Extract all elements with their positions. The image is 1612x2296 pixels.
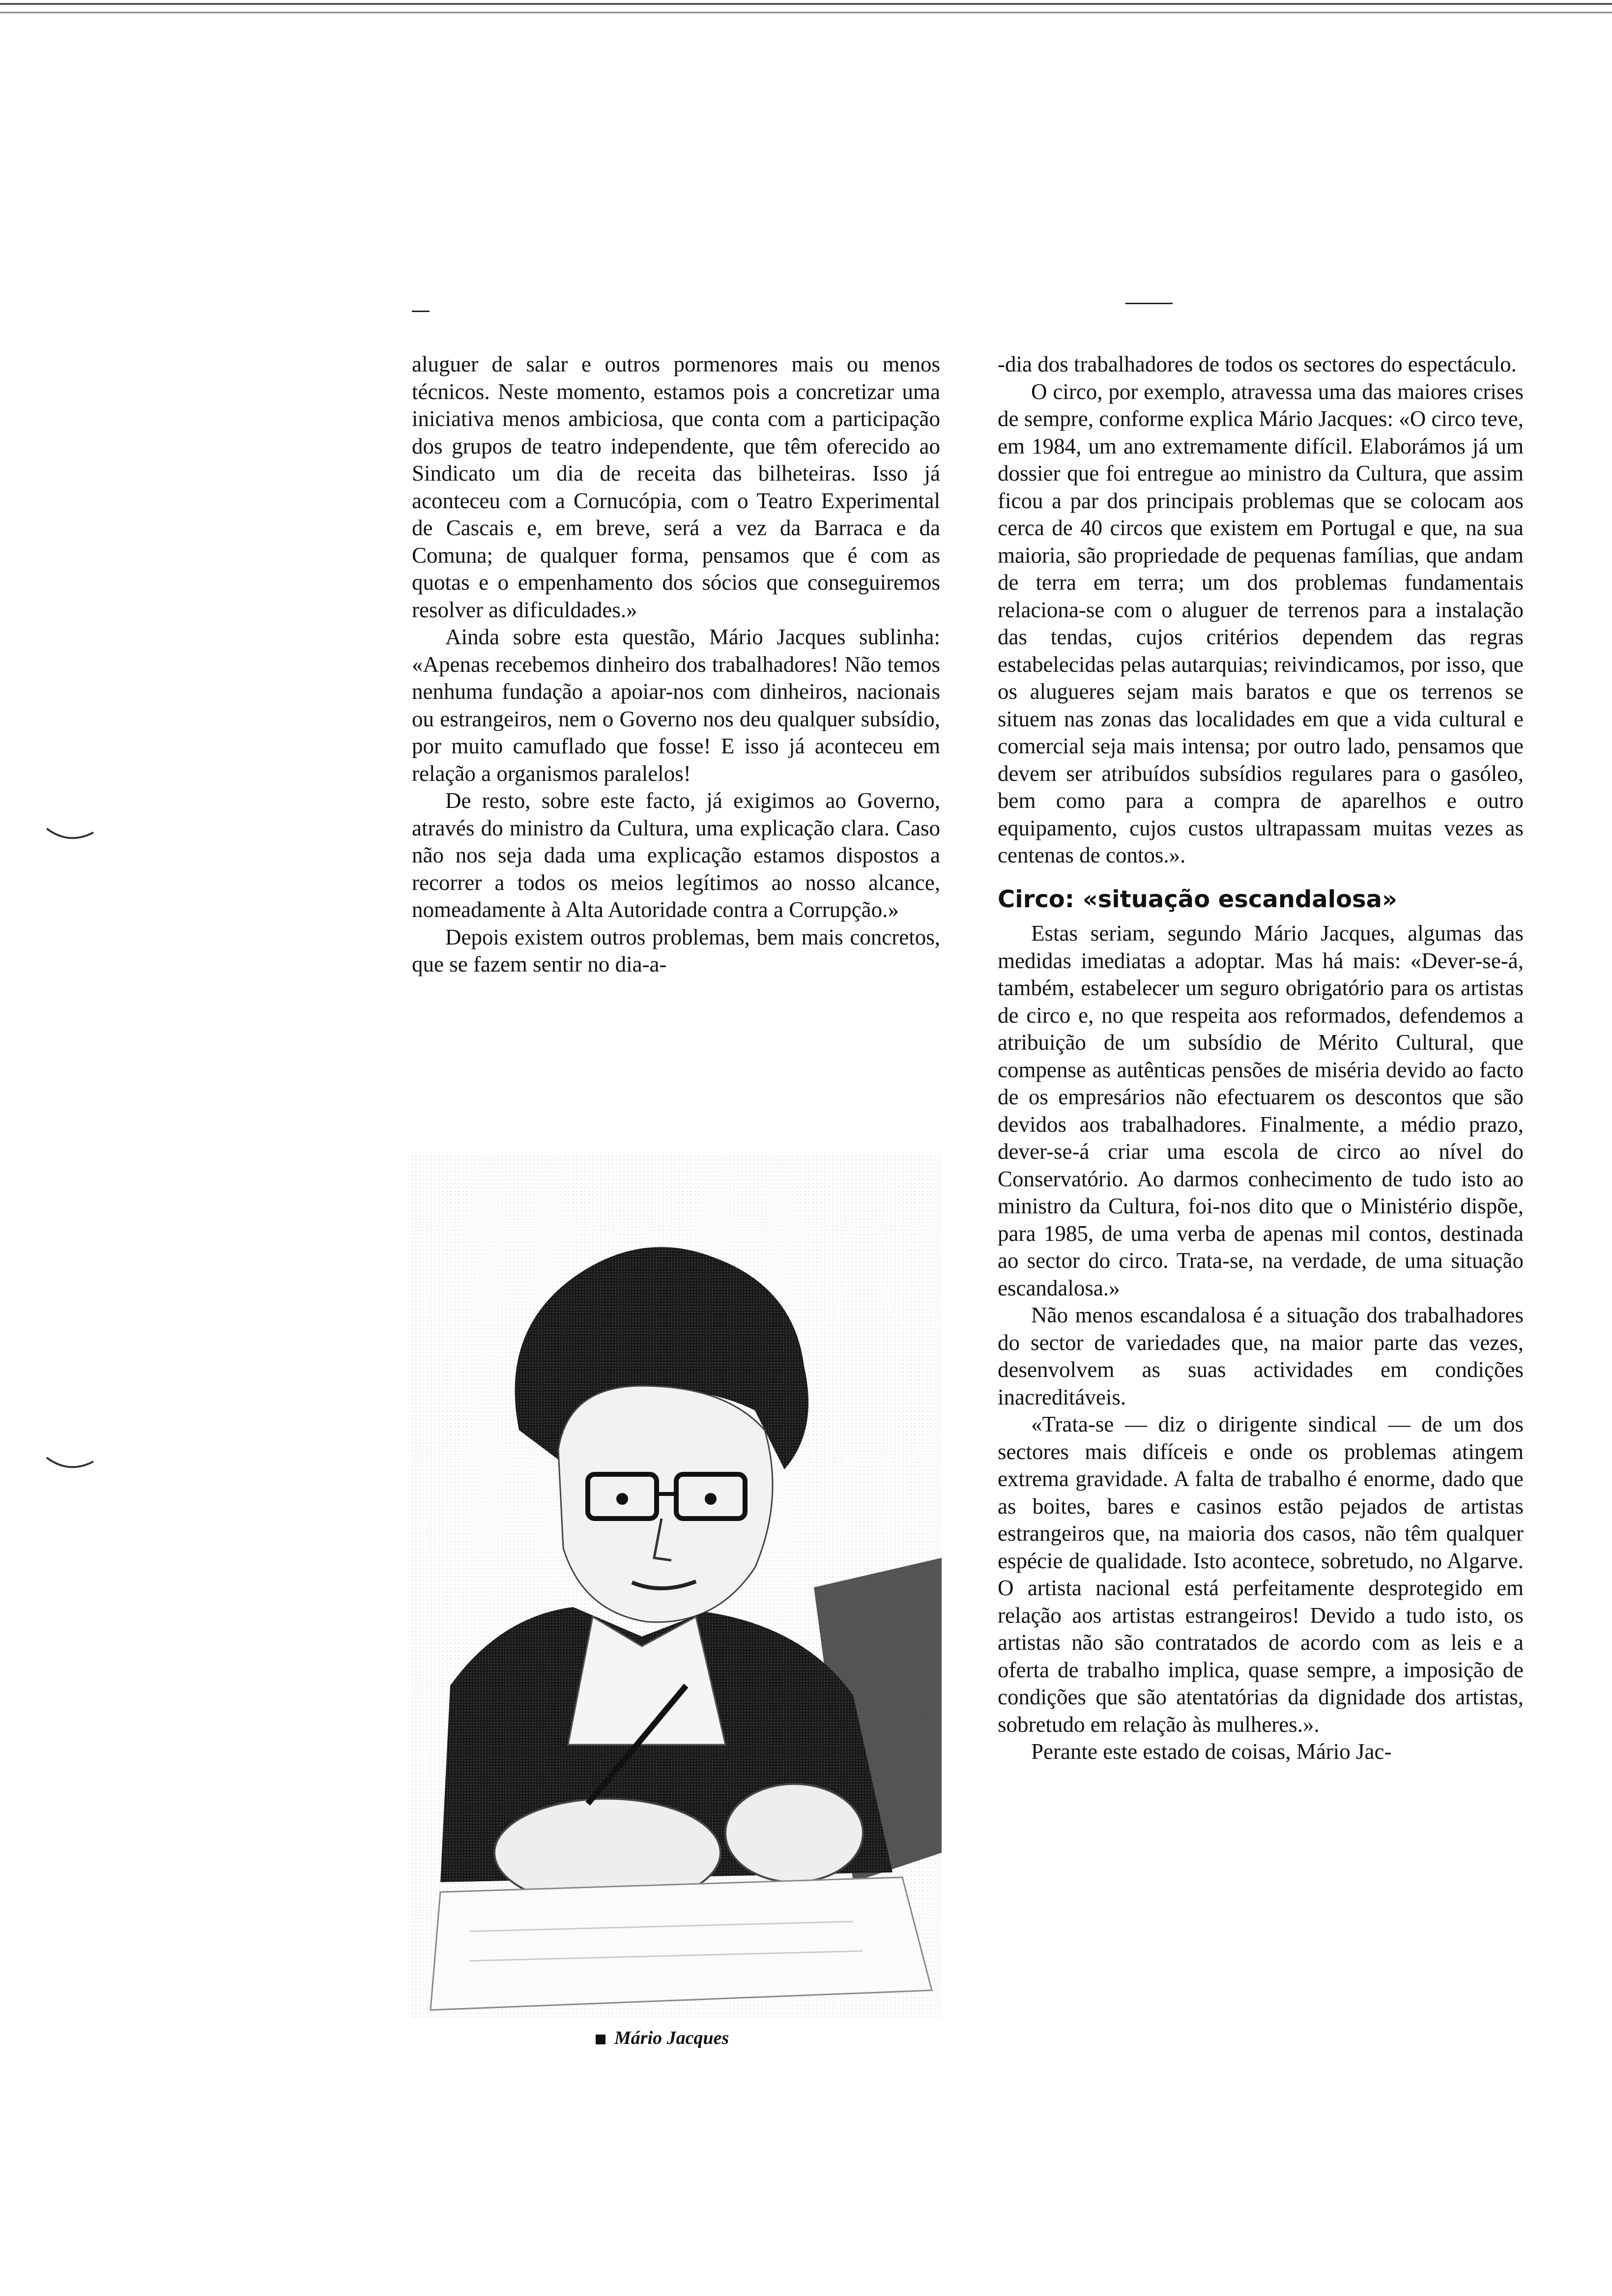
scan-edge-line [0, 12, 1612, 13]
article-column-left [412, 351, 940, 978]
caption-bullet-icon [596, 2035, 605, 2044]
paragraph: «Trata-se — diz o dirigente sindical — de um dos sectores mais difíceis e onde os problemas atingem extrema gravidade. A falta de trabalho é enorme, dado que as boites, bares e casinos estão pejados de artistas estrangeiros que, na maioria dos casos, não têm qualquer espécie de qualidade. Isto acontece, sobretudo, no Algarve. O artista nacional está perfeitamente desprotegido em relação aos artistas estrangeiros! Devido a tudo isto, os artistas não são contratados de acordo com as leis e a oferta de trabalho implica, quase sempre, a imposição de condições que são atentatórias da dignidade dos artistas, sobretudo em relação às mulheres.». [998, 1412, 1524, 1737]
photo-caption [596, 2027, 729, 2049]
paragraph: -dia dos trabalhadores de todos os sectores do espectáculo. [998, 352, 1517, 376]
paragraph: Depois existem outros problemas, bem mais concretos, que se fazem sentir no dia-a- [412, 924, 940, 976]
paragraph: Não menos escandalosa é a situação dos trabalhadores do sector de variedades que, na maior parte das vezes, desenvolvem as suas actividades em condições inacreditáveis. [998, 1303, 1524, 1409]
article-column-right [998, 351, 1524, 1766]
margin-mark [44, 826, 98, 845]
paragraph: De resto, sobre este facto, já exigimos ao Governo, através do ministro da Cultura, uma explicação clara. Caso não nos seja dada uma explicação estamos dispostos a recorrer a todos os meios legítimos ao nosso alcance, nomeadamente à Alta Autoridade contra a Corrupção.» [412, 788, 940, 922]
portrait-photo [411, 1155, 942, 2020]
paragraph: Ainda sobre esta questão, Mário Jacques sublinha: «Apenas recebemos dinheiro dos trabalhadores! Não temos nenhuma fundação a apoiar-nos com dinheiros, nacionais ou estrangeiros, nem o Governo nos deu qualquer subsídio, por muito camuflado que fosse! E isso já aconteceu em relação a organismos paralelos! [412, 625, 940, 786]
portrait-illustration [411, 1155, 942, 2020]
paragraph: Estas seriam, segundo Mário Jacques, algumas das medidas imediatas a adoptar. Mas há mais: «Dever-se-á, também, estabelecer um seguro obrigatório para os artistas de circo e, no que respeita aos reformados, defendemos a atribuição de um subsídio de Mérito Cultural, que compense as autênticas pensões de miséria devido ao facto de os empresários não efectuarem os descontos que são devidos aos trabalhadores. Finalmente, a médio prazo, dever-se-á criar uma escola de circo ao nível do Conservatório. Ao darmos conhecimento de tudo isto ao ministro da Cultura, foi-nos dito que o Ministério dispõe, para 1985, de uma verba de apenas mil contos, destinada ao sector do circo. Trata-se, na verdade, de uma situação escandalosa.» [998, 921, 1524, 1300]
margin-mark [44, 1455, 98, 1474]
paragraph: Perante este estado de coisas, Mário Jac- [1031, 1739, 1392, 1764]
scan-edge-line [0, 3, 1612, 5]
header-dash [1125, 303, 1173, 304]
paragraph: O circo, por exemplo, atravessa uma das maiores crises de sempre, conforme explica Mário Jacques: «O circo teve, em 1984, um ano extremamente difícil. Elaborámos já um dossier que foi entregue ao ministro da Cultura, que assim ficou a par dos principais problemas que se colocam aos cerca de 40 circos que existem em Portugal e que, na sua maioria, são propriedade de pequenas famílias, que andam de terra em terra; um dos problemas fundamentais relaciona-se com o aluguer de terrenos para a instalação das tendas, cujos critérios dependem das regras estabelecidas pelas autarquias; reivindicamos, por isso, que os alugueres sejam mais baratos e que os terrenos se situem nas zonas das localidades em que a vida cultural e comercial seja mais intensa; por outro lado, pensamos que devem ser atribuídos subsídios regulares para o gasóleo, bem como para a compra de aparelhos e outro equipamento, cujos custos ultrapassam muitas vezes as centenas de contos.». [998, 379, 1524, 867]
paragraph: aluguer de salar e outros pormenores mais ou menos técnicos. Neste momento, estamos pois a concretizar uma iniciativa menos ambiciosa, que conta com a participação dos grupos de teatro independente, que têm oferecido ao Sindicato um dia de receita das bilheteiras. Isso já aconteceu com a Cornucópia, com o Teatro Experimental de Cascais e, em breve, será a vez da Barraca e da Comuna; de qualquer forma, pensamos que é com as quotas e o empenhamento dos sócios que conseguiremos resolver as dificuldades.» [412, 352, 940, 622]
caption-text: Mário Jacques [614, 2028, 729, 2048]
section-heading: Circo: «situação escandalosa» [998, 885, 1398, 913]
header-dash [412, 311, 430, 312]
